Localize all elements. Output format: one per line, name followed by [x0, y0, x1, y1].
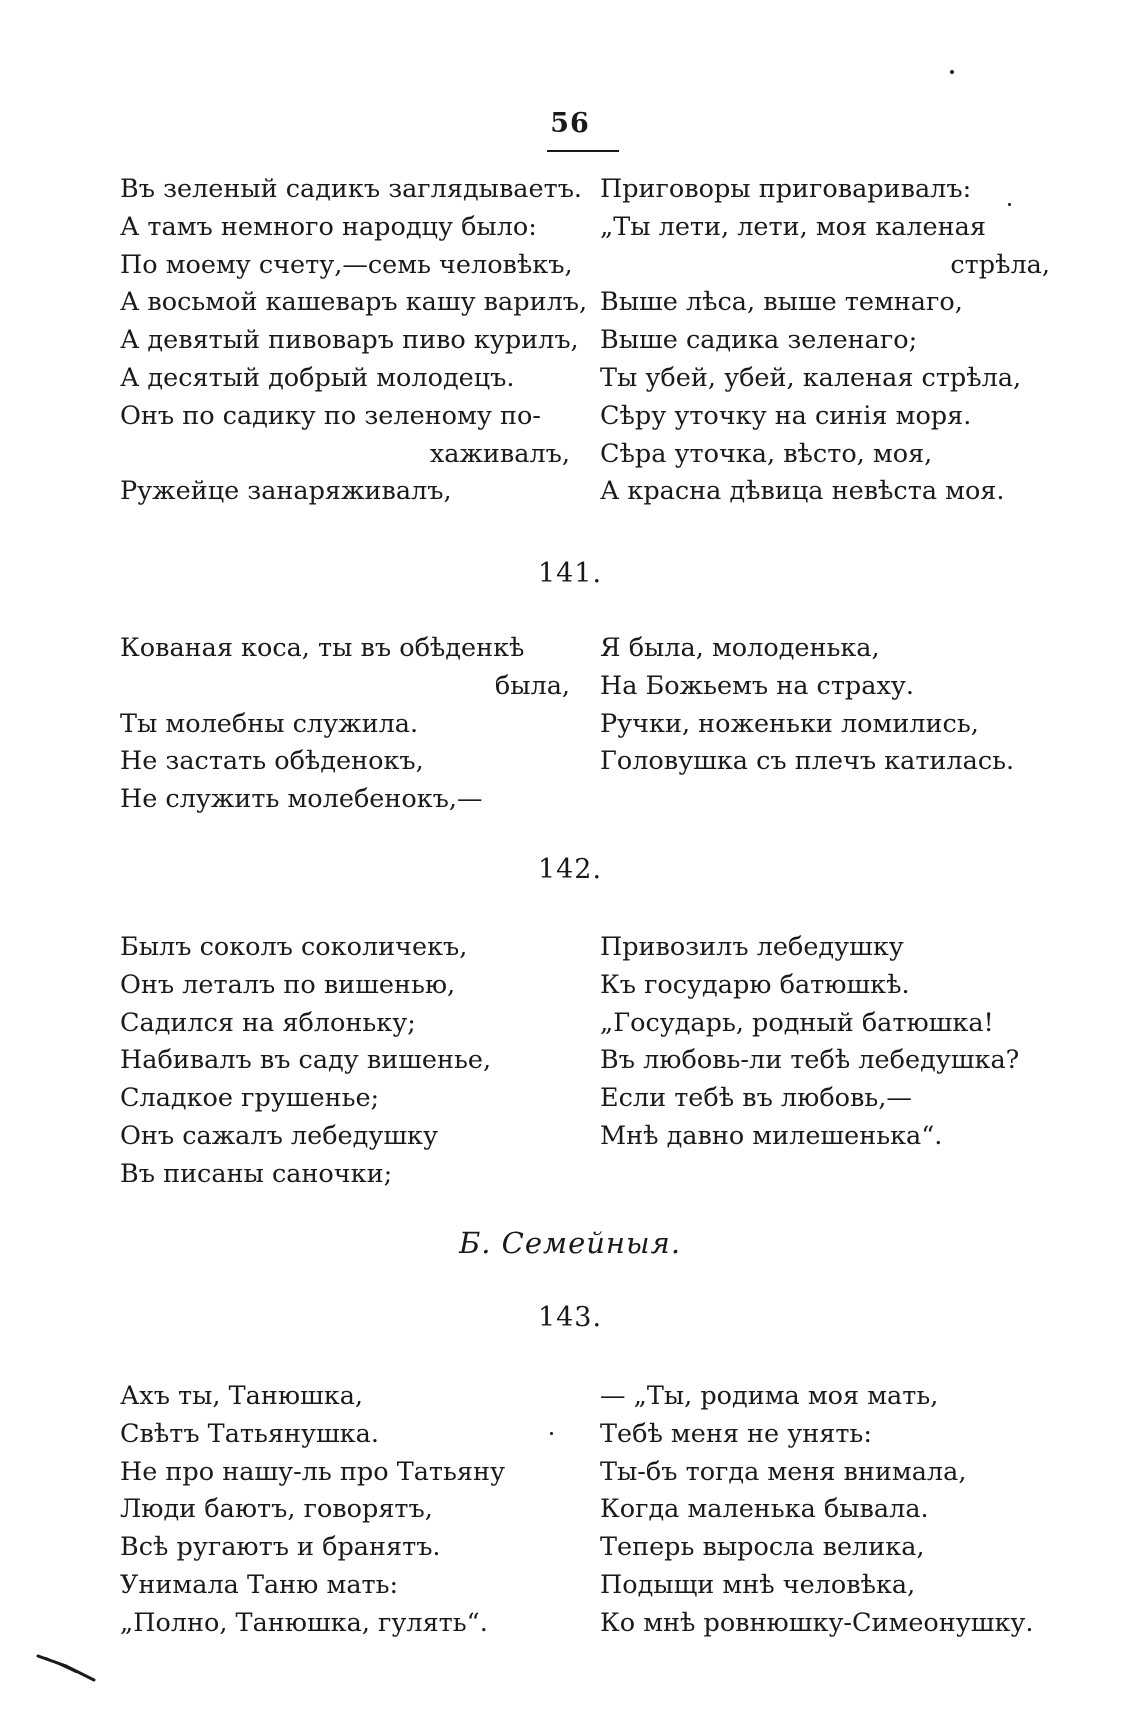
verse-line: Въ любовь-ли тебѣ лебедушка? — [600, 1045, 1020, 1076]
poem-right-column — [600, 1378, 1050, 1643]
verse-line: Былъ соколъ соколичекъ, — [120, 932, 468, 962]
verse-line: Ты-бъ тогда меня внимала, — [600, 1456, 967, 1487]
verse-line: А девятый пивоваръ пиво курилъ, — [120, 325, 579, 356]
verse-line: Я была, молоденька, — [600, 633, 880, 663]
poem-right-column — [600, 171, 1050, 511]
verse-line: На Божьемъ на страху. — [600, 670, 914, 701]
verse-line-wrap: стрѣла, — [950, 249, 1050, 280]
poem-left-column — [120, 171, 588, 511]
verse-line: Приговоры приговаривалъ: — [600, 174, 972, 204]
verse-line: Тебѣ меня не унять: — [600, 1418, 872, 1449]
verse-line: „Государь, родный батюшка! — [600, 1007, 994, 1038]
verse-line: Ручки, ноженьки ломились, — [600, 708, 979, 739]
verse-line: Сладкое грушенье; — [120, 1083, 380, 1114]
verse-line: Если тебѣ въ любовь,— — [600, 1083, 912, 1114]
verse-line: Онъ по садику по зеленому по- — [120, 400, 541, 431]
verse-line: Кованая коса, ты въ обѣденкѣ — [120, 633, 525, 663]
verse-line: Теперь выросла велика, — [600, 1532, 925, 1563]
verse-line: Когда маленька бывала. — [600, 1494, 929, 1525]
poem-left-column — [120, 630, 570, 819]
verse-line: Къ государю батюшкѣ. — [600, 969, 910, 1000]
verse-line: „Полно, Танюшка, гулять“. — [120, 1607, 488, 1638]
verse-line: Не застать обѣденокъ, — [120, 746, 424, 777]
verse-line: А тамъ немного народцу было: — [120, 211, 537, 242]
verse-line: Сѣру уточку на синія моря. — [600, 400, 972, 431]
poem-number: 143. — [537, 1302, 603, 1333]
verse-line: Онъ леталъ по вишенью, — [120, 969, 456, 1000]
verse-line: Свѣтъ Татьянушка. — [120, 1418, 379, 1449]
page-number: 56 — [550, 108, 590, 139]
verse-line: „Ты лети, лети, моя каленая — [600, 211, 986, 242]
page-number-underline — [547, 150, 619, 152]
scan-speck — [1008, 203, 1011, 206]
verse-line: Люди баютъ, говорятъ, — [120, 1494, 433, 1525]
verse-line: Садился на яблоньку; — [120, 1007, 416, 1038]
verse-line: Ко мнѣ ровнюшку-Симеонушку. — [600, 1607, 1034, 1638]
verse-line: Не про нашу-ль про Татьяну — [120, 1456, 505, 1487]
verse-line: Выше садика зеленаго; — [600, 325, 918, 356]
verse-line: Не служить молебенокъ,— — [120, 784, 483, 815]
verse-line-wrap: была, — [494, 670, 570, 701]
section-title: Б. Семейныя. — [458, 1226, 682, 1260]
verse-line-wrap: хаживалъ, — [429, 438, 570, 469]
verse-line: По моему счету,—семь человѣкъ, — [120, 249, 573, 280]
scan-speck — [550, 1432, 553, 1435]
verse-line: Выше лѣса, выше темнаго, — [600, 287, 963, 318]
verse-line: Привозилъ лебедушку — [600, 932, 904, 962]
verse-line: Подыщи мнѣ человѣка, — [600, 1569, 916, 1600]
verse-line: — „Ты, родима моя мать, — [600, 1381, 939, 1411]
scan-speck — [950, 70, 954, 74]
poem-right-column — [600, 929, 1050, 1156]
poem-left-column — [120, 929, 570, 1194]
poem-number: 141. — [537, 558, 603, 589]
verse-line: Ахъ ты, Танюшка, — [120, 1381, 363, 1411]
verse-line: Онъ сажалъ лебедушку — [120, 1120, 438, 1151]
verse-line: Всѣ ругаютъ и бранятъ. — [120, 1532, 441, 1563]
verse-line: Головушка съ плечъ катилась. — [600, 746, 1015, 777]
verse-line: А восьмой кашеваръ кашу варилъ, — [120, 287, 588, 318]
verse-line: Сѣра уточка, вѣсто, моя, — [600, 438, 933, 469]
verse-line: Въ зеленый садикъ заглядываетъ. — [120, 174, 583, 204]
poem-left-column — [120, 1378, 570, 1643]
poem-number: 142. — [537, 854, 603, 885]
verse-line: Ружейце занаряживалъ, — [120, 476, 452, 507]
verse-line: Унимала Таню мать: — [120, 1569, 399, 1600]
verse-line: Въ писаны саночки; — [120, 1158, 393, 1189]
verse-line: А красна дѣвица невѣста моя. — [600, 476, 1005, 507]
verse-line: А десятый добрый молодецъ. — [120, 362, 515, 393]
verse-line: Ты молебны служила. — [120, 708, 419, 739]
verse-line: Ты убей, убей, каленая стрѣла, — [600, 362, 1022, 393]
poem-right-column — [600, 630, 1050, 781]
verse-line: Мнѣ давно милешенька“. — [600, 1120, 943, 1151]
scan-pen-mark — [36, 1652, 106, 1684]
verse-line: Набивалъ въ саду вишенье, — [120, 1045, 492, 1076]
